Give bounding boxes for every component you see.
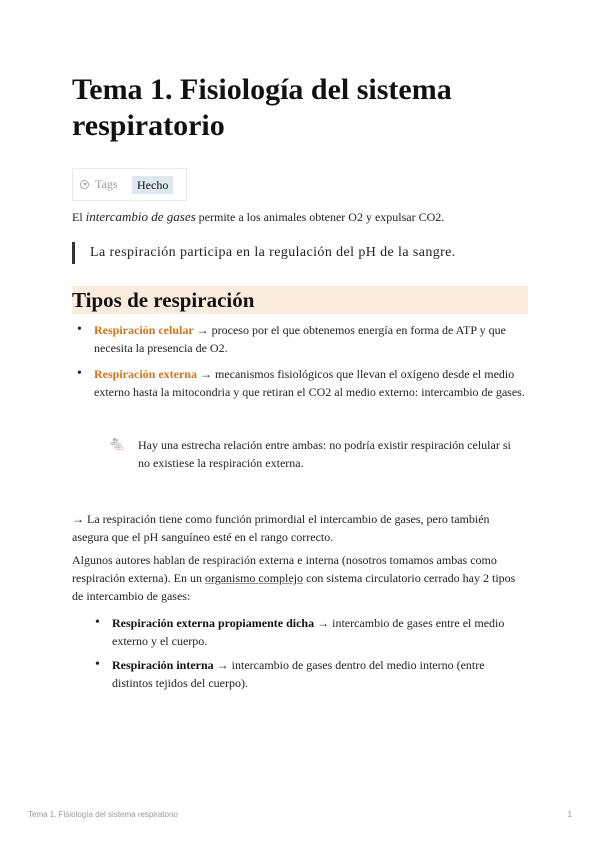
mouse-icon: 🐁 (108, 437, 126, 452)
authors-paragraph (72, 551, 528, 605)
list-item (72, 321, 528, 357)
tag-dropdown-icon (80, 180, 89, 189)
list-item (90, 656, 528, 692)
footer-title: Tema 1. Fisiología del sistema respiratorio (28, 810, 178, 819)
function-paragraph: → La respiración tiene como función primordial el intercambio de gases, pero también asegura que el pH sanguíneo esté en el rango correcto. (72, 512, 490, 544)
intro-before: El (72, 210, 86, 224)
intro-math: intercambio de gases (85, 209, 196, 224)
callout (72, 436, 528, 472)
list-item (72, 365, 528, 401)
term-celular: Respiración celular (94, 323, 194, 337)
tags-label (73, 177, 132, 192)
intro-paragraph (72, 208, 528, 226)
organismo-complejo-link[interactable]: organismo complejo (204, 571, 304, 585)
authors-after: con sistema circulatorio cerrado hay 2 tipos de intercambio de gases: (72, 571, 516, 603)
respiration-types-list (72, 321, 528, 401)
page-footer (28, 810, 572, 819)
exchange-types-list (90, 614, 528, 692)
definition: → intercambio de gases entre el medio externo y el cuerpo. (112, 616, 505, 648)
term-externa-propiamente: Respiración externa propiamente dicha (112, 616, 315, 630)
definition: mecanismos fisiológicos que llevan el oxígeno desde el medio externo hasta la mitocondria y que retiran el CO2 al medio externo: intercambio de gases. (94, 367, 525, 399)
definition: proceso por el que obtenemos energía en forma de ATP y que necesita la presencia de O2. (94, 323, 506, 355)
page-number: 1 (567, 810, 572, 819)
term-interna: Respiración interna (112, 658, 214, 672)
arrow: → (196, 367, 215, 381)
section-heading: Tipos de respiración (72, 286, 528, 314)
arrow: → (193, 323, 212, 337)
list-item (90, 614, 528, 650)
callout-text: Hay una estrecha relación entre ambas: no podría existir respiración celular si no existiese la respiración externa. (138, 438, 511, 470)
definition: → intercambio de gases dentro del medio interno (entre distintos tejidos del cuerpo). (112, 658, 485, 690)
tag-badge-hecho[interactable]: Hecho (132, 176, 173, 194)
intro-after: permite a los animales obtener O2 y expulsar CO2. (195, 210, 445, 224)
tags-property[interactable] (72, 168, 187, 201)
quote-block: La respiración participa en la regulación del pH de la sangre. (72, 242, 528, 264)
page-title: Tema 1. Fisiología del sistema respiratorio (72, 73, 452, 142)
tags-label-text: Tags (95, 177, 118, 191)
authors-before: Algunos autores hablan de respiración externa e interna (nosotros tomamos ambas como respiración externa). En un (72, 553, 497, 585)
term-externa: Respiración externa (94, 367, 197, 381)
